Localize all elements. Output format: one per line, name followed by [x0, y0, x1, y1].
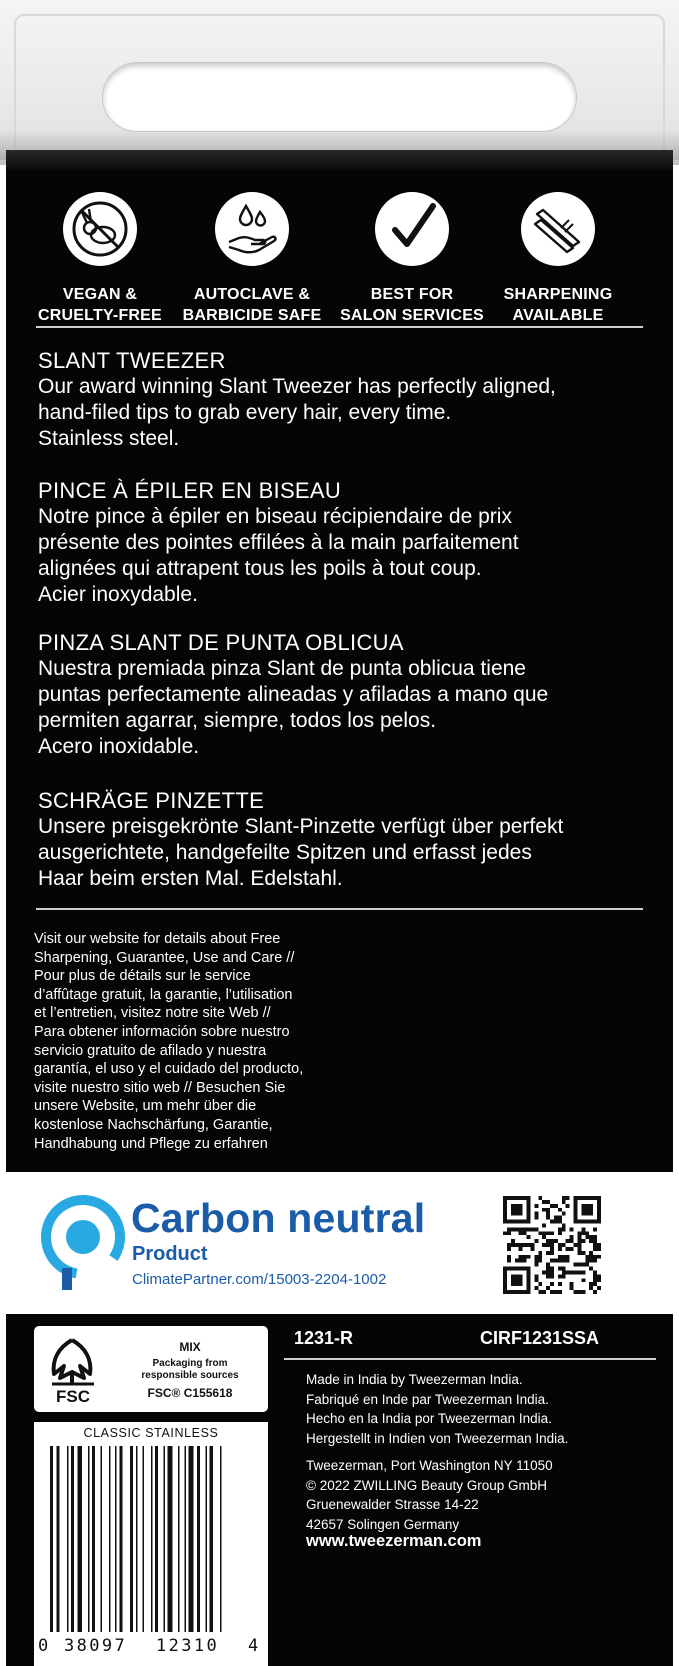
qr-module: [593, 1282, 597, 1286]
qr-module: [519, 1231, 523, 1235]
qr-module: [515, 1243, 519, 1247]
qr-module: [562, 1243, 566, 1247]
qr-module: [507, 1259, 511, 1263]
qr-module: [558, 1220, 562, 1224]
qr-module: [542, 1223, 546, 1227]
qr-module: [519, 1247, 523, 1251]
qr-module: [562, 1259, 566, 1263]
qr-module: [530, 1227, 534, 1231]
barcode-bar: [163, 1446, 165, 1632]
qr-module: [542, 1200, 546, 1204]
qr-module: [562, 1255, 566, 1259]
qr-module: [558, 1255, 562, 1259]
qr-module: [581, 1204, 593, 1216]
qr-module: [566, 1270, 570, 1274]
qr-module: [550, 1282, 554, 1286]
barcode-bar: [184, 1446, 186, 1632]
qr-module: [534, 1263, 538, 1267]
qr-module: [554, 1204, 558, 1208]
qr-module: [550, 1259, 554, 1263]
qr-module: [589, 1239, 593, 1243]
qr-module: [589, 1255, 593, 1259]
qr-module: [593, 1259, 597, 1263]
qr-module: [550, 1274, 554, 1278]
qr-module: [546, 1231, 550, 1235]
qr-module: [593, 1239, 597, 1243]
qr-module: [581, 1231, 585, 1235]
qr-module: [593, 1235, 597, 1239]
qr-module: [546, 1274, 550, 1278]
feature-sharpening-label: SHARPENING AVAILABLE: [503, 286, 613, 324]
qr-module: [558, 1216, 562, 1220]
qr-module: [542, 1290, 546, 1294]
qr-module: [570, 1227, 574, 1231]
qr-module: [577, 1243, 581, 1247]
barcode-bar: [56, 1446, 59, 1632]
qr-module: [566, 1259, 570, 1263]
qr-module: [527, 1227, 531, 1231]
qr-module: [558, 1243, 562, 1247]
qr-module: [550, 1243, 554, 1247]
qr-module: [581, 1239, 585, 1243]
qr-module: [577, 1235, 581, 1239]
qr-module: [589, 1251, 593, 1255]
qr-module: [581, 1278, 585, 1282]
body-english: Our award winning Slant Tweezer has perfectly aligned, hand-filed tips to grab every hair, every time. Stainless steel.: [38, 375, 556, 450]
qr-module: [534, 1286, 538, 1290]
fsc-mix: MIX: [179, 1340, 201, 1354]
barcode-bar: [130, 1446, 133, 1632]
company-address: Tweezerman, Port Washington NY 11050 © 2022 ZWILLING Beauty Group GmbH Gruenewalder Strasse 14-22 42657 Solingen Germany: [306, 1458, 553, 1532]
qr-module: [566, 1196, 570, 1200]
divider-top: [36, 326, 643, 328]
fsc-label: [34, 1326, 268, 1412]
qr-module: [519, 1243, 523, 1247]
barcode-bar: [100, 1446, 102, 1632]
qr-module: [585, 1263, 589, 1267]
qr-module: [558, 1208, 562, 1212]
product-code: 1231-R: [294, 1328, 354, 1348]
qr-module: [534, 1274, 538, 1278]
qr-module: [542, 1235, 546, 1239]
qr-module: [530, 1247, 534, 1251]
qr-module: [542, 1243, 546, 1247]
qr-module: [554, 1220, 558, 1224]
qr-module: [566, 1239, 570, 1243]
qr-module: [523, 1243, 527, 1247]
qr-module: [589, 1286, 593, 1290]
qr-module: [558, 1274, 562, 1278]
checkmark-icon: [375, 192, 449, 266]
barcode-digits-left: 38097: [64, 1636, 128, 1656]
barcode-bar: [220, 1446, 222, 1632]
qr-module: [597, 1243, 601, 1247]
qr-module: [542, 1231, 546, 1235]
barcode-bar: [210, 1446, 213, 1632]
qr-module: [523, 1259, 527, 1263]
qr-module: [593, 1290, 597, 1294]
feature-salon: [332, 192, 492, 326]
qr-module: [554, 1290, 558, 1294]
qr-module: [558, 1282, 562, 1286]
qr-module: [515, 1227, 519, 1231]
qr-module: [511, 1243, 515, 1247]
qr-module: [577, 1263, 581, 1267]
qr-module: [581, 1290, 585, 1294]
qr-module: [550, 1251, 554, 1255]
qr-module: [562, 1227, 566, 1231]
carbon-title: Carbon neutral: [131, 1195, 426, 1241]
fsc-code: FSC® C155618: [147, 1386, 233, 1400]
qr-module: [554, 1259, 558, 1263]
qr-module: [511, 1239, 515, 1243]
qr-module: [570, 1286, 574, 1290]
qr-module: [550, 1267, 554, 1271]
qr-module: [558, 1227, 562, 1231]
sku-code: CIRF1231SSA: [480, 1328, 600, 1348]
qr-module: [597, 1286, 601, 1290]
qr-module: [577, 1247, 581, 1251]
heading-german: SCHRÄGE PINZETTE: [38, 788, 265, 813]
feature-sharpening: [478, 192, 638, 326]
barcode-bar: [136, 1446, 138, 1632]
qr-module: [597, 1247, 601, 1251]
qr-module: [562, 1196, 566, 1200]
qr-module: [507, 1255, 511, 1259]
qr-module: [546, 1239, 550, 1243]
qr-module: [507, 1231, 511, 1235]
qr-module: [597, 1255, 601, 1259]
qr-module: [593, 1278, 597, 1282]
barcode-bar: [88, 1446, 90, 1632]
barcode-digit-first: 0: [38, 1636, 51, 1656]
copy-german: [38, 788, 648, 892]
qr-module: [554, 1216, 558, 1220]
qr-module: [534, 1255, 538, 1259]
website-note: Visit our website for details about Free Sharpening, Guarantee, Use and Care // Pour plus de détails sur le service d’affûtage gratuit, la garantie, l’utilisation et l’entretien, visitez notre site Web // Para obtener información sobre nuestro servicio gratuito de afilado y nuestra garantía, el uso y el cuidado del producto, visite nuestro sitio web // Besuchen Sie unsere Website, um mehr über die kostenlose Nachschärfung, Garantie, Handhabung und Pflege zu erfahren: [34, 931, 304, 1152]
label-area: [6, 1314, 673, 1666]
qr-module: [530, 1243, 534, 1247]
barcode-bar: [205, 1446, 207, 1632]
qr-module: [523, 1227, 527, 1231]
qr-module: [570, 1247, 574, 1251]
qr-module: [542, 1270, 546, 1274]
body-german: Unsere preisgekrönte Slant-Pinzette verfügt über perfekt ausgerichtete, handgefeilte Spitzen und erfasst jedes Haar beim ersten Mal. Edelstahl.: [38, 815, 564, 890]
qr-module: [534, 1278, 538, 1282]
qr-module: [507, 1243, 511, 1247]
barcode-bar: [142, 1446, 144, 1632]
qr-module: [562, 1212, 566, 1216]
qr-module: [538, 1196, 542, 1200]
qr-module: [589, 1282, 593, 1286]
feature-vegan-label: VEGAN & CRUELTY-FREE: [38, 286, 162, 324]
qr-module: [538, 1259, 542, 1263]
qr-module: [558, 1259, 562, 1263]
barcode-bar: [197, 1446, 200, 1632]
qr-module: [577, 1270, 581, 1274]
qr-module: [550, 1204, 554, 1208]
barcode-bars: [40, 1446, 262, 1632]
qr-module: [593, 1227, 597, 1231]
qr-module: [511, 1204, 523, 1216]
qr-module: [534, 1239, 538, 1243]
barcode-caption: CLASSIC STAINLESS: [83, 1426, 219, 1440]
qr-module: [519, 1259, 523, 1263]
barcode-number: [34, 1634, 268, 1660]
qr-module: [546, 1243, 550, 1247]
hang-hole: [102, 62, 577, 132]
barcode-bar: [189, 1446, 194, 1632]
feature-autoclave-label: AUTOCLAVE & BARBICIDE SAFE: [182, 286, 322, 324]
qr-module: [515, 1259, 519, 1263]
qr-module: [593, 1255, 597, 1259]
qr-module: [562, 1270, 566, 1274]
hand-drops-icon: [215, 192, 289, 266]
qr-module: [574, 1263, 578, 1267]
qr-module: [558, 1247, 562, 1251]
qr-module: [527, 1235, 531, 1239]
body-spanish: Nuestra premiada pinza Slant de punta oblicua tiene puntas perfectamente alineadas y afiladas a mano que permiten agarrar, siempre, todos los pelos. Acero inoxidable.: [38, 657, 549, 758]
qr-module: [589, 1235, 593, 1239]
qr-module: [550, 1290, 554, 1294]
qr-module: [523, 1231, 527, 1235]
qr-module: [546, 1263, 550, 1267]
card-top-frame: [6, 150, 673, 170]
qr-module: [566, 1204, 570, 1208]
made-in-text: Made in India by Tweezerman India. Fabriqué en Inde par Tweezerman India. Hecho en la India por Tweezerman India. Hergestellt in Indien von Tweezerman India.: [306, 1372, 569, 1446]
qr-module: [534, 1227, 538, 1231]
qr-module: [581, 1263, 585, 1267]
qr-module: [507, 1247, 511, 1251]
barcode-bar: [92, 1446, 95, 1632]
qr-module: [534, 1204, 538, 1208]
qr-module: [558, 1267, 562, 1271]
qr-module: [534, 1212, 538, 1216]
qr-module: [581, 1270, 585, 1274]
qr-module: [593, 1274, 597, 1278]
barcode-bar: [50, 1446, 53, 1632]
barcode-bar: [115, 1446, 117, 1632]
qr-module: [538, 1282, 542, 1286]
qr-module: [511, 1274, 523, 1286]
barcode-bar: [77, 1446, 82, 1632]
qr-module: [527, 1243, 531, 1247]
qr-module: [546, 1267, 550, 1271]
qr-module: [574, 1243, 578, 1247]
barcode-digit-last: 4: [248, 1636, 261, 1656]
barcode-bar: [168, 1446, 173, 1632]
fsc-packaging: Packaging from responsible sources: [141, 1358, 239, 1381]
qr-module: [589, 1267, 593, 1271]
qr-module: [581, 1251, 585, 1255]
qr-module: [562, 1267, 566, 1271]
qr-module: [577, 1231, 581, 1235]
qr-module: [574, 1270, 578, 1274]
qr-module: [566, 1255, 570, 1259]
qr-module: [597, 1274, 601, 1278]
qr-module: [570, 1239, 574, 1243]
qr-module: [574, 1290, 578, 1294]
qr-module: [585, 1255, 589, 1259]
barcode-bar: [178, 1446, 180, 1632]
qr-module: [593, 1243, 597, 1247]
carbon-url[interactable]: ClimatePartner.com/15003-2204-1002: [132, 1271, 387, 1288]
qr-module: [562, 1200, 566, 1204]
qr-module: [519, 1255, 523, 1259]
heading-spanish: PINZA SLANT DE PUNTA OBLICUA: [38, 630, 404, 655]
qr-module: [577, 1239, 581, 1243]
barcode-bar: [119, 1446, 122, 1632]
qr-module: [538, 1231, 542, 1235]
qr-module: [566, 1247, 570, 1251]
qr-module: [546, 1286, 550, 1290]
qr-module: [538, 1255, 542, 1259]
barcode-digits-right: 12310: [156, 1636, 220, 1656]
qr-module: [527, 1255, 531, 1259]
divider-middle: [36, 908, 643, 910]
qr-module: [550, 1220, 554, 1224]
barcode-bar: [109, 1446, 111, 1632]
qr-module: [546, 1212, 550, 1216]
qr-module: [581, 1227, 585, 1231]
qr-module: [546, 1251, 550, 1255]
qr-module: [550, 1239, 554, 1243]
barcode-bar: [67, 1446, 69, 1632]
body-french: Notre pince à épiler en biseau récipiendaire de prix présente des pointes effilées à la main parfaitement alignées qui attrapent tous les poils à tout coup. Acier inoxydable.: [38, 505, 519, 606]
qr-module: [597, 1278, 601, 1282]
barcode: [34, 1422, 268, 1666]
qr-module: [558, 1231, 562, 1235]
rabbit-crossed-icon: [63, 192, 137, 266]
clear-plastic-hanger: [0, 0, 679, 160]
qr-module: [546, 1216, 550, 1220]
heading-english: SLANT TWEEZER: [38, 348, 226, 373]
qr-module: [593, 1270, 597, 1274]
qr-module: [546, 1200, 550, 1204]
qr-module: [534, 1216, 538, 1220]
qr-module: [550, 1270, 554, 1274]
tweezer-sharpening-icon: [521, 192, 595, 266]
fsc-tree-icon: [42, 1334, 104, 1406]
feature-salon-label: BEST FOR SALON SERVICES: [340, 286, 484, 324]
qr-module: [519, 1227, 523, 1231]
qr-module: [503, 1231, 507, 1235]
qr-module: [577, 1251, 581, 1255]
qr-module: [585, 1231, 589, 1235]
carbon-subtitle: Product: [132, 1243, 208, 1265]
climate-partner-logo: [40, 1194, 126, 1292]
qr-module: [585, 1235, 589, 1239]
qr-module: [534, 1259, 538, 1263]
qr-module: [558, 1290, 562, 1294]
qr-module: [542, 1208, 546, 1212]
code-divider: [284, 1358, 656, 1360]
qr-module: [589, 1259, 593, 1263]
feature-autoclave: [172, 192, 332, 326]
barcode-bar: [151, 1446, 153, 1632]
qr-module: [562, 1274, 566, 1278]
feature-vegan: [20, 192, 180, 326]
website-link[interactable]: www.tweezerman.com: [306, 1532, 482, 1550]
qr-module: [577, 1290, 581, 1294]
qr-module: [562, 1223, 566, 1227]
heading-french: PINCE À ÉPILER EN BISEAU: [38, 478, 342, 503]
qr-module: [570, 1282, 574, 1286]
qr-module: [550, 1231, 554, 1235]
qr-module: [585, 1259, 589, 1263]
barcode-bar: [155, 1446, 158, 1632]
copy-french: [38, 478, 648, 608]
qr-code[interactable]: [503, 1196, 601, 1294]
qr-module: [523, 1255, 527, 1259]
qr-module: [546, 1270, 550, 1274]
qr-module: [546, 1208, 550, 1212]
qr-module: [570, 1235, 574, 1239]
qr-module: [538, 1290, 542, 1294]
fsc-logo-text: FSC: [56, 1387, 90, 1406]
qr-module: [593, 1247, 597, 1251]
qr-module: [511, 1227, 515, 1231]
qr-module: [538, 1251, 542, 1255]
qr-module: [550, 1247, 554, 1251]
copy-english: [38, 348, 648, 452]
qr-module: [507, 1227, 511, 1231]
barcode-bar: [71, 1446, 74, 1632]
copy-spanish: [38, 630, 648, 760]
carbon-neutral-band: [6, 1172, 673, 1314]
qr-module: [570, 1270, 574, 1274]
qr-module: [554, 1239, 558, 1243]
